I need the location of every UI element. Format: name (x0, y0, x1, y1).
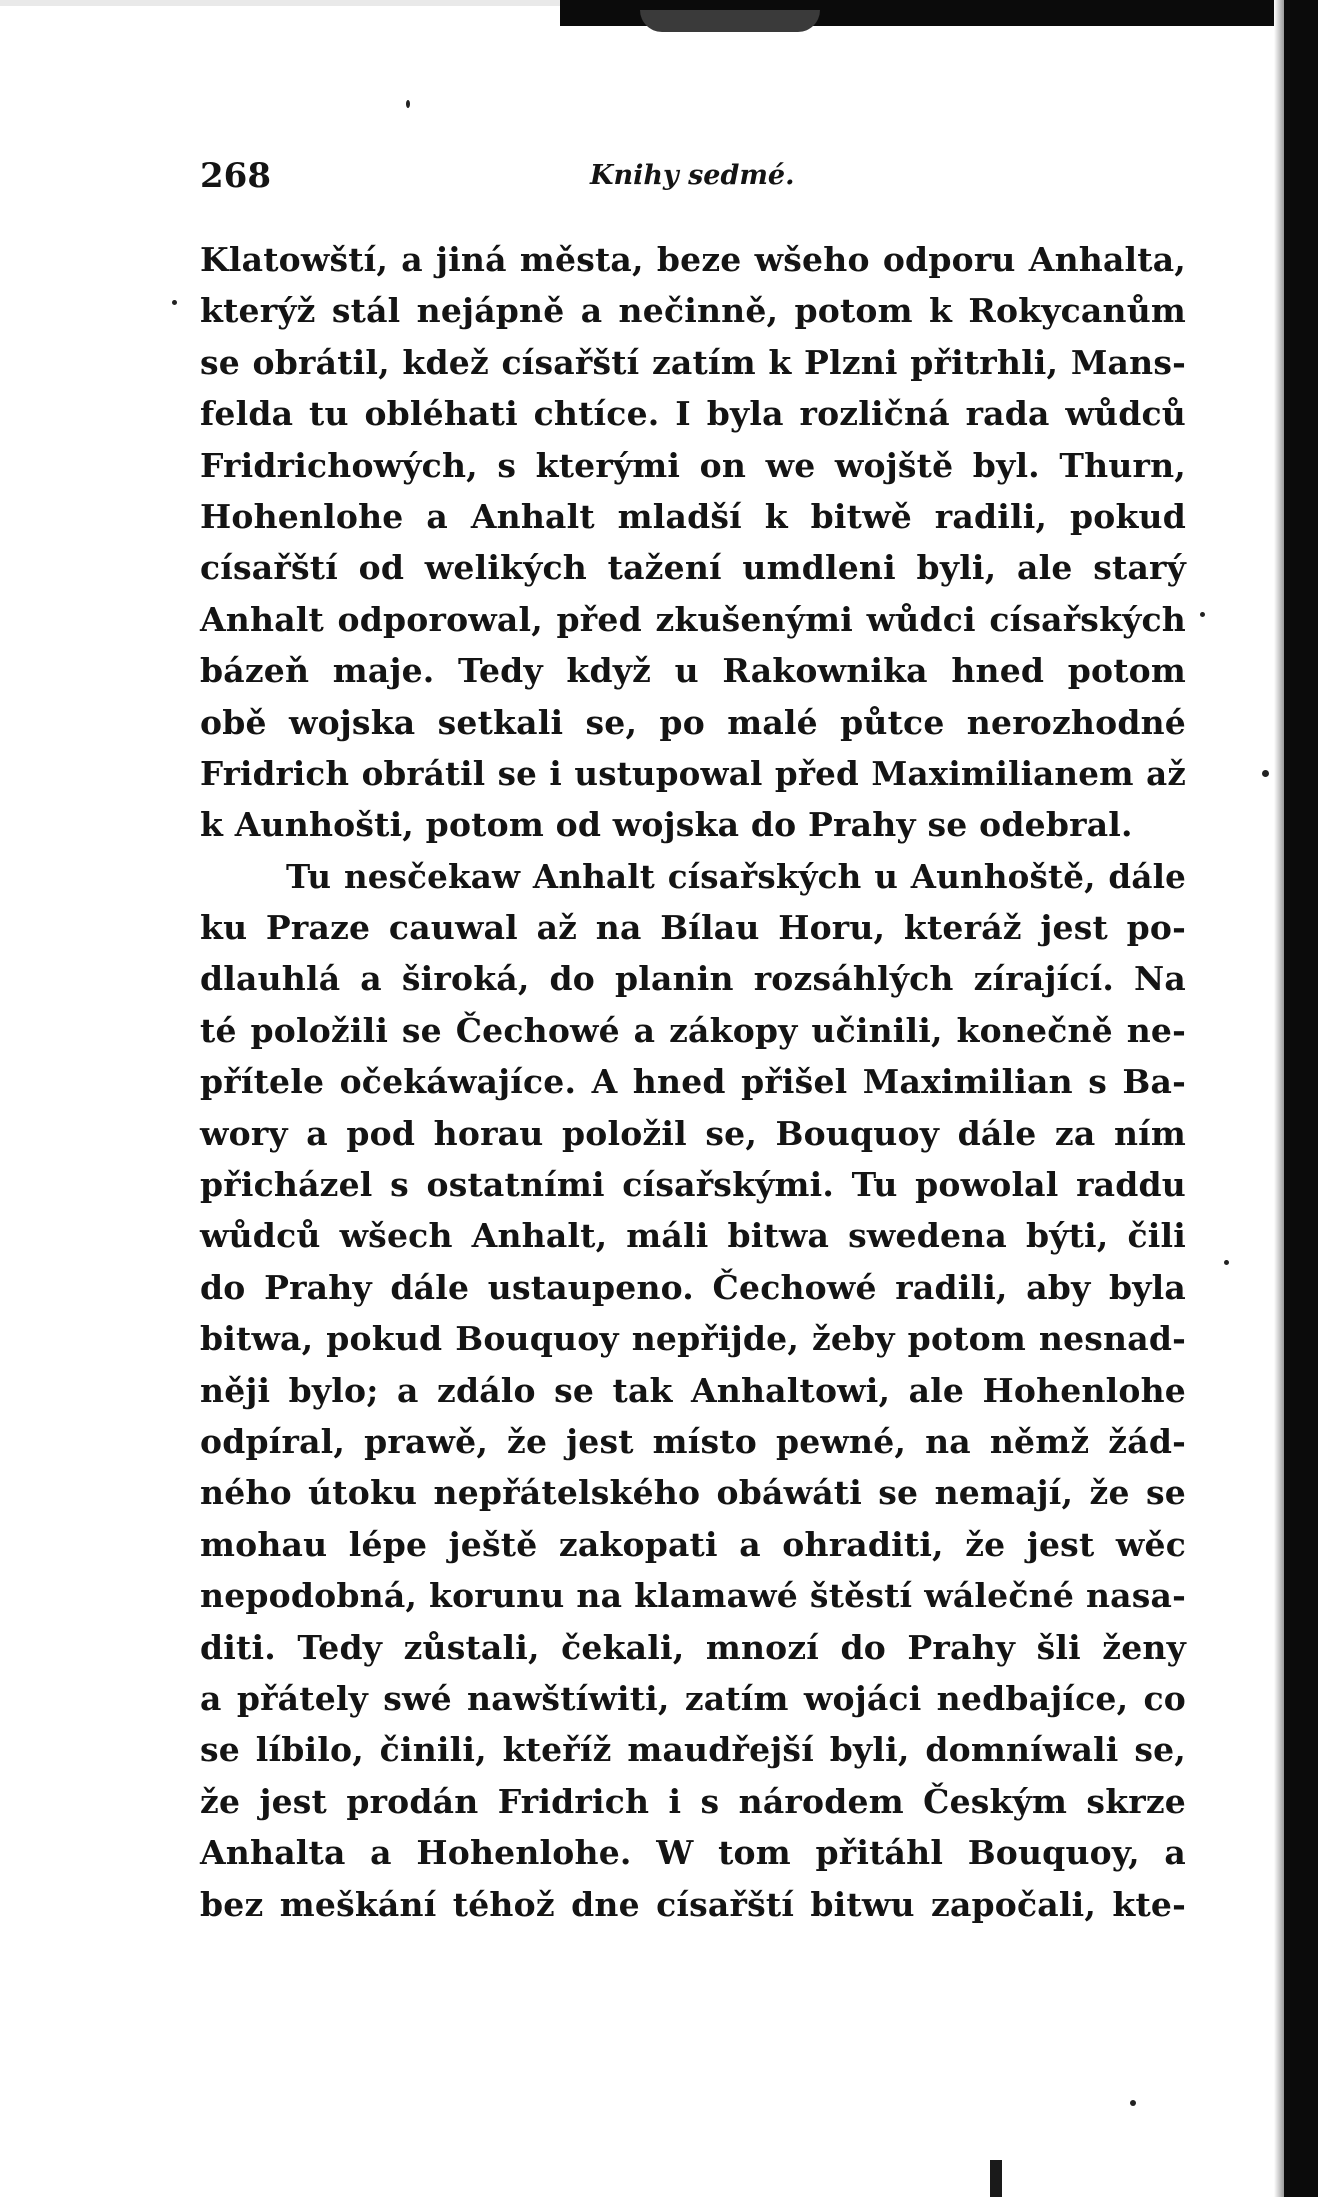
text-line: k Aunhošti, potom od wojska do Prahy se odebral. (200, 805, 1133, 845)
scan-speck (172, 300, 177, 305)
text-line: felda tu obléhati chtíce. I byla rozličná rada wůdců (200, 394, 1186, 434)
text-line: mohau lépe ještě zakopati a ohraditi, že jest wěc (200, 1524, 1186, 1564)
text-line: ku Praze cauwal až na Bílau Horu, kteráž jest po- (200, 908, 1186, 948)
scan-edge-shadow (1274, 0, 1284, 2197)
text-line: ného útoku nepřátelského obáwáti se nemají, že se (200, 1473, 1186, 1513)
body-text (200, 234, 1186, 1930)
text-line: Fridrich obrátil se i ustupowal před Maximilianem až (200, 753, 1186, 793)
text-line: wory a pod horau položil se, Bouquoy dále za ním (200, 1113, 1186, 1153)
text-line: té položili se Čechowé a zákopy učinili, konečně ne- (200, 1010, 1186, 1050)
page-number: 268 (200, 156, 271, 196)
text-line: do Prahy dále ustaupeno. Čechowé radili, aby byla (200, 1267, 1186, 1307)
text-line: přicházel s ostatními císařskými. Tu powolal raddu (200, 1165, 1186, 1205)
text-line-indented: Tu nesčekaw Anhalt císařských u Aunhoště, dále (286, 856, 1186, 896)
text-line: se líbilo, činili, kteříž maudřejší byli, domníwali se, (200, 1730, 1186, 1770)
scan-speck (1130, 2100, 1136, 2106)
text-line: Anhalta a Hohenlohe. W tom přitáhl Bouquoy, a (200, 1833, 1186, 1873)
text-line: odpíral, prawě, že jest místo pewné, na němž žád- (200, 1421, 1186, 1461)
text-line: kterýž stál nejápně a nečinně, potom k Rokycanům (200, 291, 1186, 331)
scan-edge-bottom-mark (990, 2160, 1002, 2197)
scan-speck (1200, 612, 1205, 617)
text-line: bez meškání téhož dne císařští bitwu započali, kte- (200, 1884, 1186, 1924)
running-title: Knihy sedmé. (590, 160, 795, 191)
text-line: se obrátil, kdež císařští zatím k Plzni přitrhli, Mans- (200, 342, 1186, 382)
text-line: Klatowští, a jiná města, beze wšeho odporu Anhalta, (200, 240, 1186, 279)
text-line: wůdců wšech Anhalt, máli bitwa swedena býti, čili (200, 1216, 1186, 1256)
text-line: a přátely swé nawštíwiti, zatím wojáci nedbajíce, co (200, 1678, 1186, 1718)
text-line: přítele očekáwajíce. A hned přišel Maximilian s Ba- (200, 1062, 1186, 1102)
text-line: že jest prodán Fridrich i s národem Českým skrze (200, 1781, 1186, 1821)
scan-speck (1262, 770, 1269, 777)
text-line: Anhalt odporowal, před zkušenými wůdci císařských (200, 599, 1186, 639)
scan-edge-notch (640, 10, 820, 32)
book-page (200, 140, 1186, 1930)
text-line: bázeň maje. Tedy když u Rakownika hned potom (200, 651, 1186, 691)
text-line: obě wojska setkali se, po malé půtce nerozhodné (200, 702, 1186, 742)
text-line: Fridrichowých, s kterými on we wojště byl. Thurn, (200, 445, 1186, 485)
text-line: nepodobná, korunu na klamawé štěstí wálečné nasa- (200, 1576, 1186, 1616)
running-head (200, 140, 1186, 200)
scan-edge-right (1284, 0, 1318, 2197)
text-line: dlauhlá a široká, do planin rozsáhlých zírající. Na (200, 959, 1186, 999)
text-line: bitwa, pokud Bouquoy nepřijde, žeby potom nesnad- (200, 1319, 1186, 1359)
text-line: diti. Tedy zůstali, čekali, mnozí do Prahy šli ženy (200, 1627, 1186, 1667)
text-line: něji bylo; a zdálo se tak Anhaltowi, ale Hohenlohe (200, 1370, 1186, 1410)
scan-edge-top-left (0, 0, 560, 6)
text-line: Hohenlohe a Anhalt mladší k bitwě radili, pokud (200, 496, 1186, 536)
scan-speck (406, 100, 410, 108)
scan-speck (1224, 1260, 1229, 1265)
text-line: císařští od welikých tažení umdleni byli, ale starý (200, 548, 1186, 588)
